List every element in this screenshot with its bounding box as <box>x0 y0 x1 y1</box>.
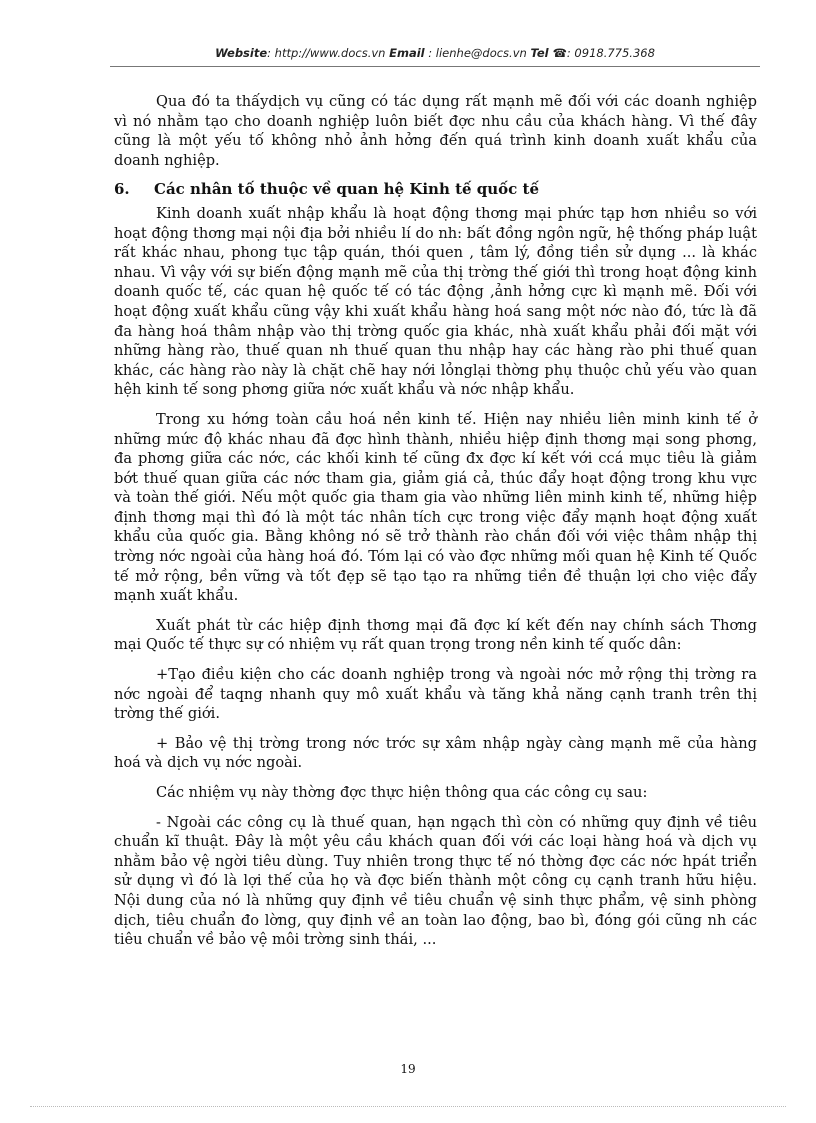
website-value: : http://www.docs.vn <box>267 46 386 60</box>
section-heading <box>114 180 757 200</box>
tel-value: : 0918.775.368 <box>566 46 655 60</box>
section-title: Các nhân tố thuộc về quan hệ Kinh tế quốc tế <box>154 180 540 199</box>
list-item: + Bảo vệ thị trờng trong nớc trớc sự xâm nhập ngày càng mạnh mẽ của hàng hoá và dịch vụ nớc ngoài. <box>114 734 757 772</box>
paragraph: - Ngoài các công cụ là thuế quan, hạn ngạch thì còn có những quy định về tiêu chuẩn kĩ thuật. Đây là một yêu cầu khách quan đối với các loại hàng hoá và dịch vụ nhằm bảo vệ ngời tiêu dùng. Tuy nhiên trong thực tế nó thờng đợc các nớc hpát triển sử dụng vì đó là lợi thế của họ và đợc biến thành một công cụ cạnh tranh hữu hiệu. Nội dung của nó là những quy định về tiêu chuẩn vệ sinh thực phẩm, vệ sinh phòng dịch, tiêu chuẩn đo lờng, quy định về an toàn lao động, bao bì, đóng gói cũng nh các tiêu chuẩn về bảo vệ môi trờng sinh thái, ... <box>114 813 757 949</box>
list-item: +Tạo điều kiện cho các doanh nghiệp trong và ngoài nớc mở rộng thị trờng ra nớc ngoài để taqng nhanh quy mô xuất khẩu và tăng khả năng cạnh tranh trên thị trờng thế giới. <box>114 666 757 723</box>
website-label: Website <box>215 46 268 60</box>
paragraph: Trong xu hớng toàn cầu hoá nền kinh tế. Hiện nay nhiều liên minh kinh tế ở những mức độ khác nhau đã đợc hình thành, nhiều hiệp định thơng mại song phơng, đa phơng giữa các nớc, các khối kinh tế cũng đx đợc kí kết với ccá mục tiêu là giảm bớt thuế quan giữa các nớc tham gia, giảm giá cả, thúc đẩy hoạt động trong khu vực và toàn thế giới. Nếu một quốc gia tham gia vào những liên minh kinh tế, những hiệp định thơng mại thì đó là một tác nhân tích cực trong việc đẩy mạnh hoạt động xuất khẩu của quốc gia. Bằng không nó sẽ trở thành rào chắn đối với việc thâm nhập thị trờng nớc ngoài của hàng hoá đó. Tóm lại có vào đợc những mối quan hệ Kinh tế Quốc tế mở rộng, bền vững và tốt đẹp sẽ tạo tạo ra những tiền đề thuận lợi cho việc đẩy mạnh xuất khẩu. <box>114 410 757 605</box>
document-body <box>114 92 757 960</box>
tel-label: Tel ☎ <box>530 46 567 60</box>
paragraph: Kinh doanh xuất nhập khẩu là hoạt động thơng mại phức tạp hơn nhiều so với hoạt động thơng mại nội địa bởi nhiều lí do nh: bất đồng ngôn ngữ, hệ thống pháp luật rất khác nhau, phong tục tập quán, thói quen , tâm lý, đồng tiền sử dụng ... là khác nhau. Vì vậy với sự biến động mạnh mẽ của thị trờng thế giới thì trong hoạt động kinh doanh quốc tế, các quan hệ quốc tế có tác động ,ảnh hởng cực kì mạnh mẽ. Đối với hoạt động xuất khẩu cũng vậy khi xuất khẩu hàng hoá sang một nớc nào đó, tức là đã đa hàng hoá thâm nhập vào thị trờng quốc gia khác, nhà xuất khẩu phải đối mặt với những hàng rào, thuế quan nh thuế quan thu nhập hay các hàng rào phi thuế quan khác, các hàng rào này là chặt chẽ hay nới lỏnglại thờng phụ thuộc chủ yếu vào quan hệh kinh tế song phơng giữa nớc xuất khẩu và nớc nhập khẩu. <box>114 204 757 399</box>
page-number: 19 <box>400 1062 416 1076</box>
paragraph: Xuất phát từ các hiệp định thơng mại đã đợc kí kết đến nay chính sách Thơng mại Quốc tế thực sự có nhiệm vụ rất quan trọng trong nền kinh tế quốc dân: <box>114 616 757 654</box>
email-label: Email <box>389 46 425 60</box>
paragraph: Các nhiệm vụ này thờng đợc thực hiện thông qua các công cụ sau: <box>156 784 648 801</box>
section-number: 6. <box>114 180 130 199</box>
header-divider <box>110 66 760 67</box>
email-value: : lienhe@docs.vn <box>428 46 527 60</box>
paragraph: Qua đó ta thấydịch vụ cũng có tác dụng rất mạnh mẽ đối với các doanh nghiệp vì nó nhằm tạo cho doanh nghiệp luôn biết đợc nhu cầu của khách hàng. Vì thế đây cũng là một yếu tố không nhỏ ảnh hởng đến quá trình kinh doanh xuất khẩu của doanh nghiệp. <box>114 93 757 169</box>
page-bottom-divider <box>30 1106 786 1107</box>
page-header <box>110 46 760 60</box>
